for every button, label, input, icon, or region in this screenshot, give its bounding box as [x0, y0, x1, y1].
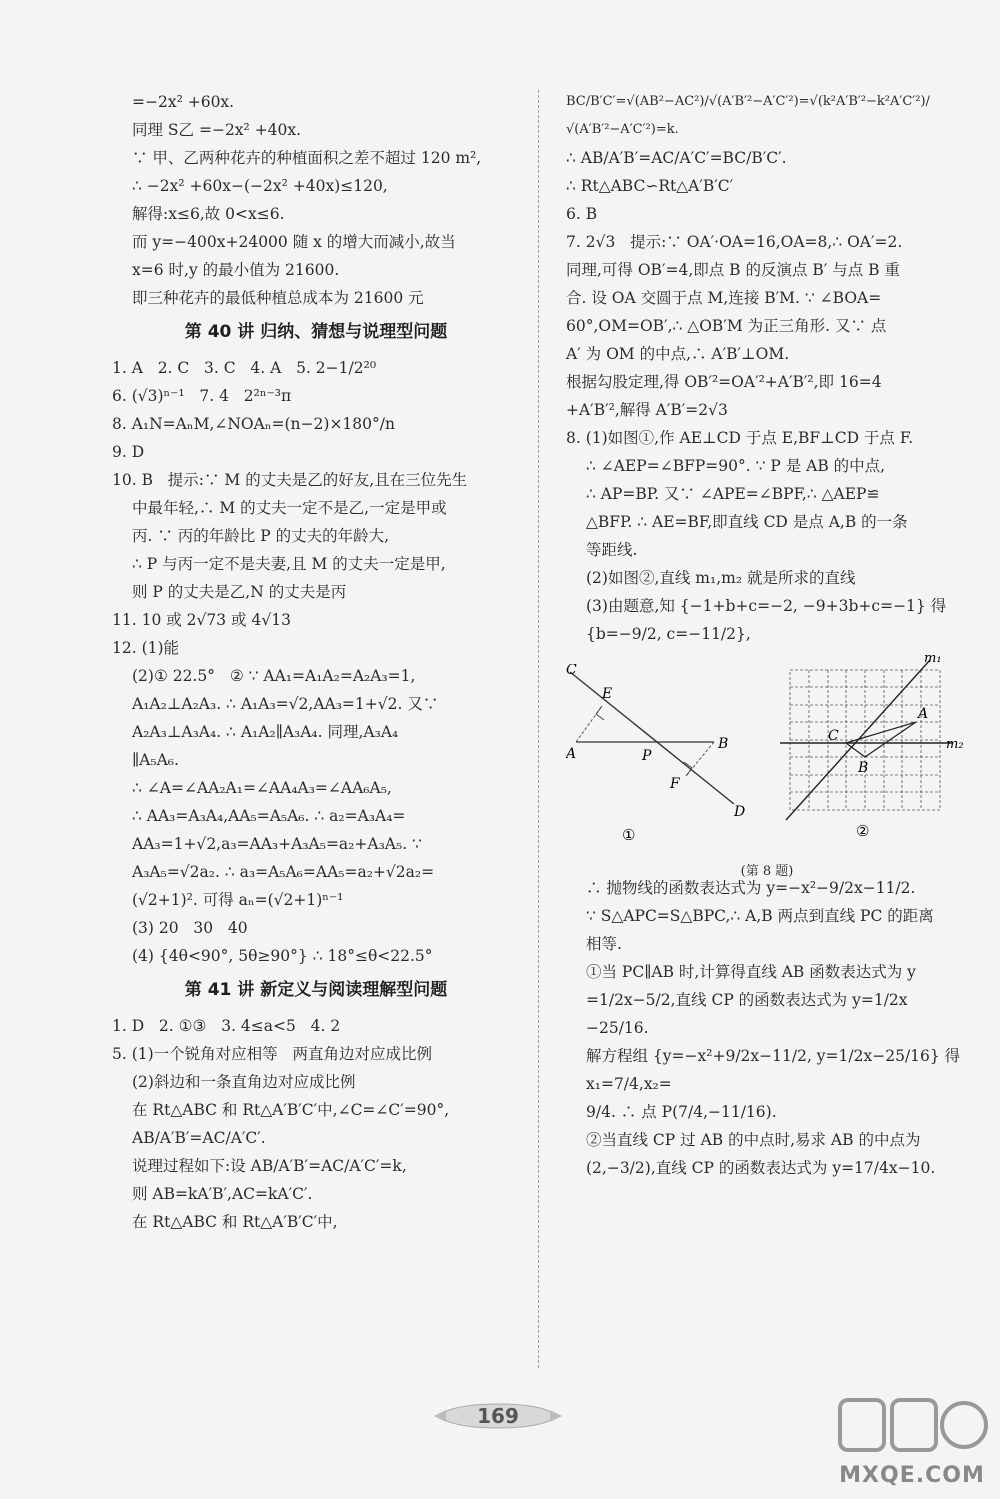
text-line: ∴ Rt△ABC∽Rt△A′B′C′ — [566, 177, 734, 195]
answer-line: (3) 20 30 40 — [132, 919, 248, 937]
label-b: B — [718, 736, 729, 752]
answer-line: 在 Rt△ABC 和 Rt△A′B′C′中, — [132, 1213, 338, 1231]
figure-number-1: ① — [622, 826, 636, 844]
answer-line: (2)斜边和一条直角边对应成比例 — [132, 1073, 356, 1091]
figure-1-diagram — [566, 664, 756, 844]
page-number: 169 — [477, 1404, 519, 1428]
answer-line: AA₃=1+√2,a₃=AA₃+A₃A₅=a₂+A₃A₅. ∵ — [132, 835, 422, 853]
section-heading-41: 第 41 讲 新定义与阅读理解型问题 — [184, 980, 448, 1000]
text-line: =1/2x−5/2,直线 CP 的函数表达式为 y=1/2x — [586, 991, 908, 1009]
text-line: ∴ −2x² +60x−(−2x² +40x)≤120, — [132, 177, 388, 195]
grid — [790, 670, 940, 810]
text-line: 8. (1)如图①,作 AE⊥CD 于点 E,BF⊥CD 于点 F. — [566, 429, 914, 447]
text-line: ∴ AP=BP. 又∵ ∠APE=∠BPF,∴ △AEP≌ — [586, 485, 880, 503]
text-line: BC/B′C′=√(AB²−AC²)/√(A′B′²−A′C′²)=√(k²A′B′²−k²A′C′²)/√(A′B′²−A′C′²)=k. — [566, 94, 930, 137]
answer-line: A₁A₂⊥A₂A₃. ∴ A₁A₃=√2,AA₃=1+√2. 又∵ — [132, 695, 439, 713]
text-line: 同理,可得 OB′=4,即点 B 的反演点 B′ 与点 B 重 — [566, 261, 901, 279]
figure-caption: (第 8 题) — [740, 864, 794, 879]
answer-line: ∥A₅A₆. — [132, 751, 179, 769]
answer-line: (2)① 22.5° ② ∵ AA₁=A₁A₂=A₂A₃=1, — [132, 667, 416, 685]
page-number-badge — [428, 1400, 568, 1432]
text-line: +A′B′²,解得 A′B′=2√3 — [566, 401, 728, 419]
answer-line: A₃A₅=√2a₂. ∴ a₃=A₅A₆=AA₅=a₂+√2a₂= — [132, 863, 435, 881]
text-line: ∴ AB/A′B′=AC/A′C′=BC/B′C′. — [566, 149, 787, 167]
figure-8 — [566, 651, 968, 879]
watermark-logo — [832, 1392, 992, 1492]
answer-line: 6. (√3)ⁿ⁻¹ 7. 4 2²ⁿ⁻³π — [112, 387, 292, 405]
answer-line: AB/A′B′=AC/A′C′. — [132, 1129, 266, 1147]
text-line: ∴ ∠AEP=∠BFP=90°. ∵ P 是 AB 的中点, — [586, 457, 886, 475]
answer-line: 1. A 2. C 3. C 4. A 5. 2−1/2²⁰ — [112, 359, 377, 377]
text-line: (2)如图②,直线 m₁,m₂ 就是所求的直线 — [586, 569, 856, 587]
text-line: 同理 S乙 =−2x² +40x. — [132, 121, 302, 139]
text-line: 6. B — [566, 205, 598, 223]
right-angle-e — [596, 706, 604, 720]
text-line: 解得:x≤6,故 0<x≤6. — [132, 205, 285, 223]
answer-line: 9. D — [112, 443, 145, 461]
label-p: P — [642, 748, 652, 764]
left-top-block — [112, 88, 520, 312]
text-line: (3)由题意,知 {−1+b+c=−2, −9+3b+c=−1} 得 {b=−9/2, c=−11/2}, — [586, 597, 952, 643]
label-b2: B — [858, 760, 869, 776]
answer-line: 在 Rt△ABC 和 Rt△A′B′C′中,∠C=∠C′=90°, — [132, 1101, 450, 1119]
label-a: A — [566, 746, 577, 762]
text-line: ∵ 甲、乙两种花卉的种植面积之差不超过 120 m², — [132, 149, 482, 167]
text-line: ∴ 抛物线的函数表达式为 y=−x²−9/2x−11/2. — [586, 879, 916, 897]
watermark-emblem — [832, 1392, 992, 1462]
answer-line: 12. (1)能 — [112, 639, 180, 657]
answer-line: ∴ P 与丙一定不是夫妻,且 M 的丈夫一定是甲, — [132, 555, 446, 573]
answer-line: 中最年轻,∴ M 的丈夫一定不是乙,一定是甲或 — [132, 499, 447, 517]
label-e: E — [602, 686, 613, 702]
text-line: ∵ S△APC=S△BPC,∴ A,B 两点到直线 PC 的距离 — [586, 907, 934, 925]
label-d: D — [734, 804, 746, 820]
label-c: C — [566, 664, 577, 678]
text-line: A′ 为 OM 的中点,∴ A′B′⊥OM. — [566, 345, 790, 363]
left-column — [112, 88, 520, 1236]
answer-line: 则 AB=kA′B′,AC=kA′C′. — [132, 1185, 313, 1203]
answer-line: 丙. ∵ 丙的年龄比 P 的丈夫的年龄大, — [132, 527, 389, 545]
column-divider — [538, 90, 539, 1368]
line-cd — [570, 672, 734, 804]
answer-line: (√2+1)². 可得 aₙ=(√2+1)ⁿ⁻¹ — [132, 891, 344, 909]
label-a2: A — [918, 706, 929, 722]
text-line: △BFP. ∴ AE=BF,即直线 CD 是点 A,B 的一条 — [586, 513, 908, 531]
text-line: 7. 2√3 提示:∵ OA′·OA=16,OA=8,∴ OA′=2. — [566, 233, 903, 251]
section-41-answers — [112, 1012, 520, 1236]
label-m2: m₂ — [946, 737, 964, 752]
text-line: 解方程组 {y=−x²+9/2x−11/2, y=1/2x−25/16} 得 x₁=7/4,x₂= — [586, 1047, 966, 1093]
text-line: ①当 PC∥AB 时,计算得直线 AB 函数表达式为 y — [586, 963, 916, 981]
answer-line: 10. B 提示:∵ M 的丈夫是乙的好友,且在三位先生 — [112, 471, 468, 489]
text-line: 合. 设 OA 交圆于点 M,连接 B′M. ∵ ∠BOA= — [566, 289, 882, 307]
text-line: 根据勾股定理,得 OB′²=OA′²+A′B′²,即 16=4 — [566, 373, 882, 391]
text-line: 60°,OM=OB′,∴ △OB′M 为正三角形. 又∵ 点 — [566, 317, 887, 335]
label-c2: C — [828, 728, 839, 744]
right-top-block — [566, 88, 968, 648]
answer-line: 1. D 2. ①③ 3. 4≤a<5 4. 2 — [112, 1017, 341, 1035]
text-line: (2,−3/2),直线 CP 的函数表达式为 y=17/4x−10. — [586, 1159, 936, 1177]
right-bottom-block — [566, 874, 968, 1182]
label-m1: m₁ — [924, 651, 942, 666]
text-line: =−2x² +60x. — [132, 93, 235, 111]
segment-ab2 — [865, 722, 916, 757]
figure-2-diagram — [766, 650, 966, 840]
text-line: −25/16. — [586, 1019, 649, 1037]
right-column — [566, 88, 968, 1182]
text-line: 而 y=−400x+24000 随 x 的增大而减小,故当 — [132, 233, 456, 251]
text-line: x=6 时,y 的最小值为 21600. — [132, 261, 340, 279]
answer-line: 5. (1)一个锐角对应相等 两直角边对应成比例 — [112, 1045, 432, 1063]
text-line: ②当直线 CP 过 AB 的中点时,易求 AB 的中点为 — [586, 1131, 921, 1149]
answer-line: 说理过程如下:设 AB/A′B′=AC/A′C′=k, — [132, 1157, 407, 1175]
answer-line: ∴ AA₃=A₃A₄,AA₅=A₅A₆. ∴ a₂=A₃A₄= — [132, 807, 406, 825]
text-line: 相等. — [586, 935, 622, 953]
section-heading-40: 第 40 讲 归纳、猜想与说理型问题 — [184, 322, 448, 342]
label-f: F — [670, 776, 680, 792]
answer-line: ∴ ∠A=∠AA₂A₁=∠AA₄A₃=∠AA₆A₅, — [132, 779, 392, 797]
answer-line: (4) {4θ<90°, 5θ≥90°} ∴ 18°≤θ<22.5° — [132, 947, 433, 965]
answer-line: 则 P 的丈夫是乙,N 的丈夫是丙 — [132, 583, 347, 601]
section-40-answers — [112, 354, 520, 970]
text-line: 即三种花卉的最低种植总成本为 21600 元 — [132, 289, 424, 307]
watermark-text: MXQE.COM — [839, 1463, 985, 1488]
text-line: 9/4. ∴ 点 P(7/4,−11/16). — [586, 1103, 777, 1121]
answer-line: 11. 10 或 2√73 或 4√13 — [112, 611, 291, 629]
text-line: 等距线. — [586, 541, 638, 559]
figure-number-2: ② — [856, 822, 870, 840]
answer-line: 8. A₁N=AₙM,∠NOAₙ=(n−2)×180°/n — [112, 415, 395, 433]
answer-line: A₂A₃⊥A₃A₄. ∴ A₁A₂∥A₃A₄. 同理,A₃A₄ — [132, 723, 399, 741]
